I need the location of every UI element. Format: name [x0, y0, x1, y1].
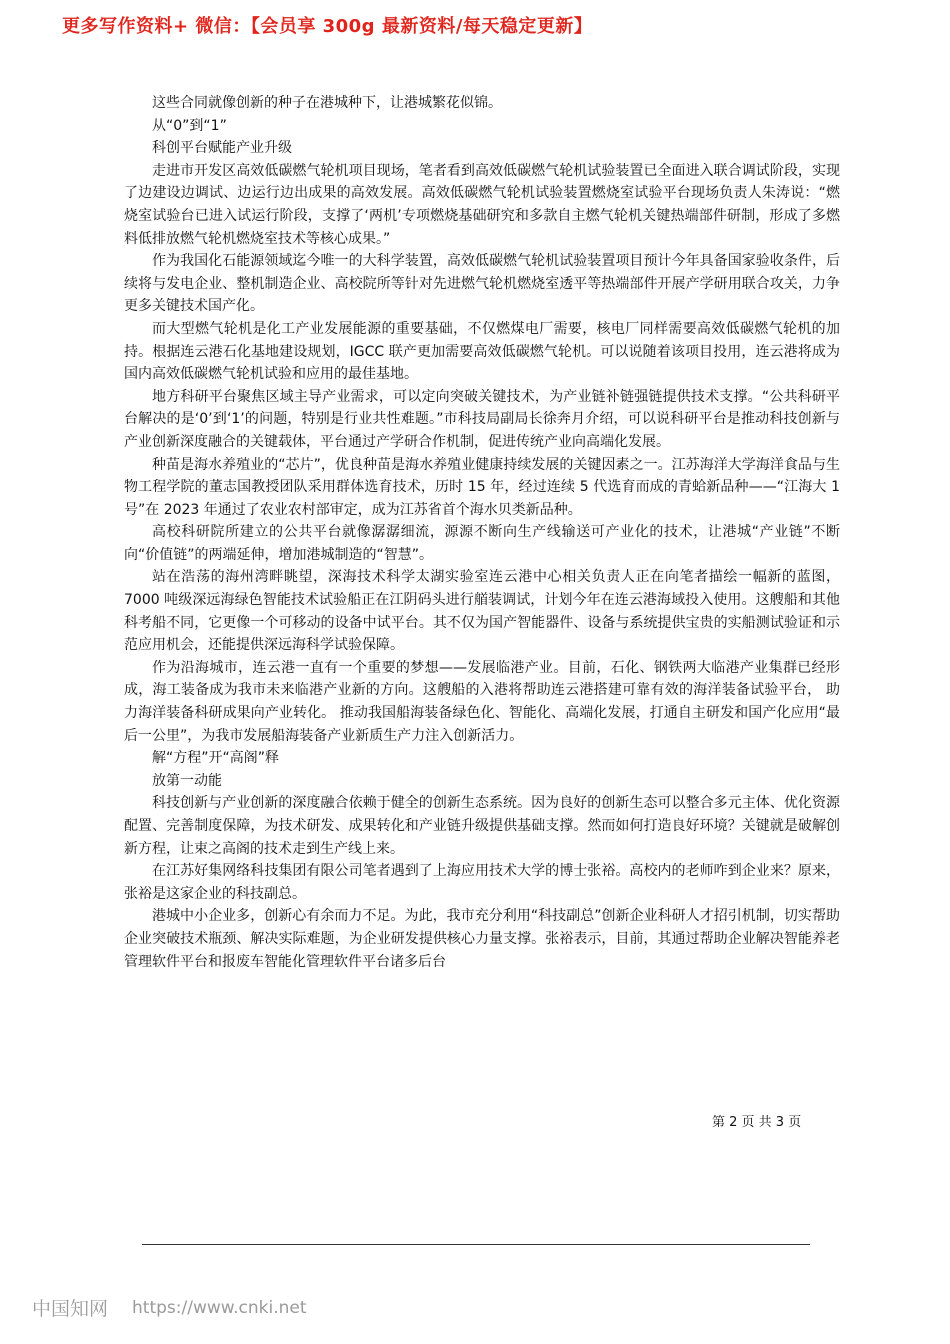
paragraph: 走进市开发区高效低碳燃气轮机项目现场，笔者看到高效低碳燃气轮机试验装置已全面进入联合调试阶段，实现了边建设边调试、边运行边出成果的高效发展。高效低碳燃气轮机试验装置燃烧室试验平台现场负责人朱涛说：“燃烧室试验台已进入试运行阶段，支撑了‘两机’专项燃烧基础研究和多款自主燃气轮机关键热端部件研制，形成了多燃料低排放燃气轮机燃烧室技术等核心成果。”: [124, 162, 840, 247]
paragraph: 高校科研院所建立的公共平台就像潺潺细流，源源不断向生产线输送可产业化的技术，让港城“产业链”不断向“价值链”的两端延伸，增加港城制造的“智慧”。: [124, 524, 840, 563]
promo-banner: 更多写作资料+ 微信：【会员享 300g 最新资料/每天稳定更新】: [62, 16, 593, 37]
watermark-url: https://www.cnki.net: [132, 1297, 307, 1318]
paragraph: 作为沿海城市，连云港一直有一个重要的梦想——发展临港产业。目前，石化、钢铁两大临港产业集群已经形成，海工装备成为我市未来临港产业新的方向。这艘船的入港将帮助连云港搭建可靠有效的海洋装备试验平台， 助力海洋装备科研成果向产业转化。 推动我国船海装备绿色化、智能化、高端化发展，打通自主研发和国产化应用“最后一公里”，为我市发展船海装备产业新质生产力注入创新活力。: [124, 659, 840, 744]
paragraph: 作为我国化石能源领域迄今唯一的大科学装置，高效低碳燃气轮机试验装置项目预计今年具备国家验收条件，后续将与发电企业、整机制造企业、高校院所等针对先进燃气轮机燃烧室透平等热端部件开展产学研用联合攻关，力争更多关键技术国产化。: [124, 253, 840, 315]
watermark: [32, 1294, 307, 1321]
section-heading: 从“0”到“1”: [152, 117, 227, 134]
paragraph: 站在浩荡的海州湾畔眺望，深海技术科学太湖实验室连云港中心相关负责人正在向笔者描绘一幅新的蓝图，7000 吨级深远海绿色智能技术试验船正在江阴码头进行艏装调试，计划今年在连云港海域投入使用。这艘船和其他科考船不同，它更像一个可移动的设备中试平台。其不仅为国产智能器件、设备与系统提供宝贵的实船测试验证和示范应用机会，还能提供深远海科学试验保障。: [124, 569, 840, 654]
watermark-brand: 中国知网: [32, 1298, 109, 1320]
section-heading: 科创平台赋能产业升级: [152, 140, 292, 157]
paragraph: 地方科研平台聚焦区域主导产业需求，可以定向突破关键技术，为产业链补链强链提供技术支撑。“公共科研平台解决的是‘0’到‘1’的问题，特别是行业共性难题。”市科技局副局长徐奔月介绍，可以说科研平台是推动科技创新与产业创新深度融合的关键载体，平台通过产学研合作机制，促进传统产业向高端化发展。: [124, 388, 840, 450]
paragraph: 而大型燃气轮机是化工产业发展能源的重要基础，不仅燃煤电厂需要，核电厂同样需要高效低碳燃气轮机的加持。根据连云港石化基地建设规划，IGCC 联产更加需要高效低碳燃气轮机。可以说随着该项目投用，连云港将成为国内高效低碳燃气轮机试验和应用的最佳基地。: [124, 320, 840, 383]
footer-divider: [142, 1244, 810, 1245]
section-heading: 放第一动能: [152, 772, 222, 789]
paragraph: 港城中小企业多，创新心有余而力不足。为此，我市充分利用“科技副总”创新企业科研人才招引机制，切实帮助企业突破技术瓶颈、解决实际难题，为企业研发提供核心力量支撑。张裕表示，目前，其通过帮助企业解决智能养老管理软件平台和报废车智能化管理软件平台诸多后台: [124, 908, 840, 970]
page-number: 第 2 页 共 3 页: [712, 1115, 802, 1130]
paragraph: 在江苏好集网络科技集团有限公司笔者遇到了上海应用技术大学的博士张裕。高校内的老师咋到企业来？原来，张裕是这家企业的科技副总。: [124, 863, 840, 902]
paragraph: 种苗是海水养殖业的“芯片”，优良种苗是海水养殖业健康持续发展的关键因素之一。江苏海洋大学海洋食品与生物工程学院的董志国教授团队采用群体选育技术，历时 15 年，经过连续 5 代选育而成的青蛤新品种——“江海大 1 号”在 2023 年通过了农业农村部审定，成为江苏省首个海水贝类新品种。: [124, 456, 840, 518]
paragraph: 这些合同就像创新的种子在港城种下，让港城繁花似锦。: [152, 95, 502, 111]
paragraph: 科技创新与产业创新的深度融合依赖于健全的创新生态系统。因为良好的创新生态可以整合多元主体、优化资源配置、完善制度保障，为技术研发、成果转化和产业链升级提供基础支撑。然而如何打造良好环境？关键就是破解创新方程，让束之高阁的技术走到生产线上来。: [124, 795, 840, 857]
document-body: [124, 92, 840, 973]
section-heading: 解“方程”开“高阁”释: [152, 750, 280, 767]
